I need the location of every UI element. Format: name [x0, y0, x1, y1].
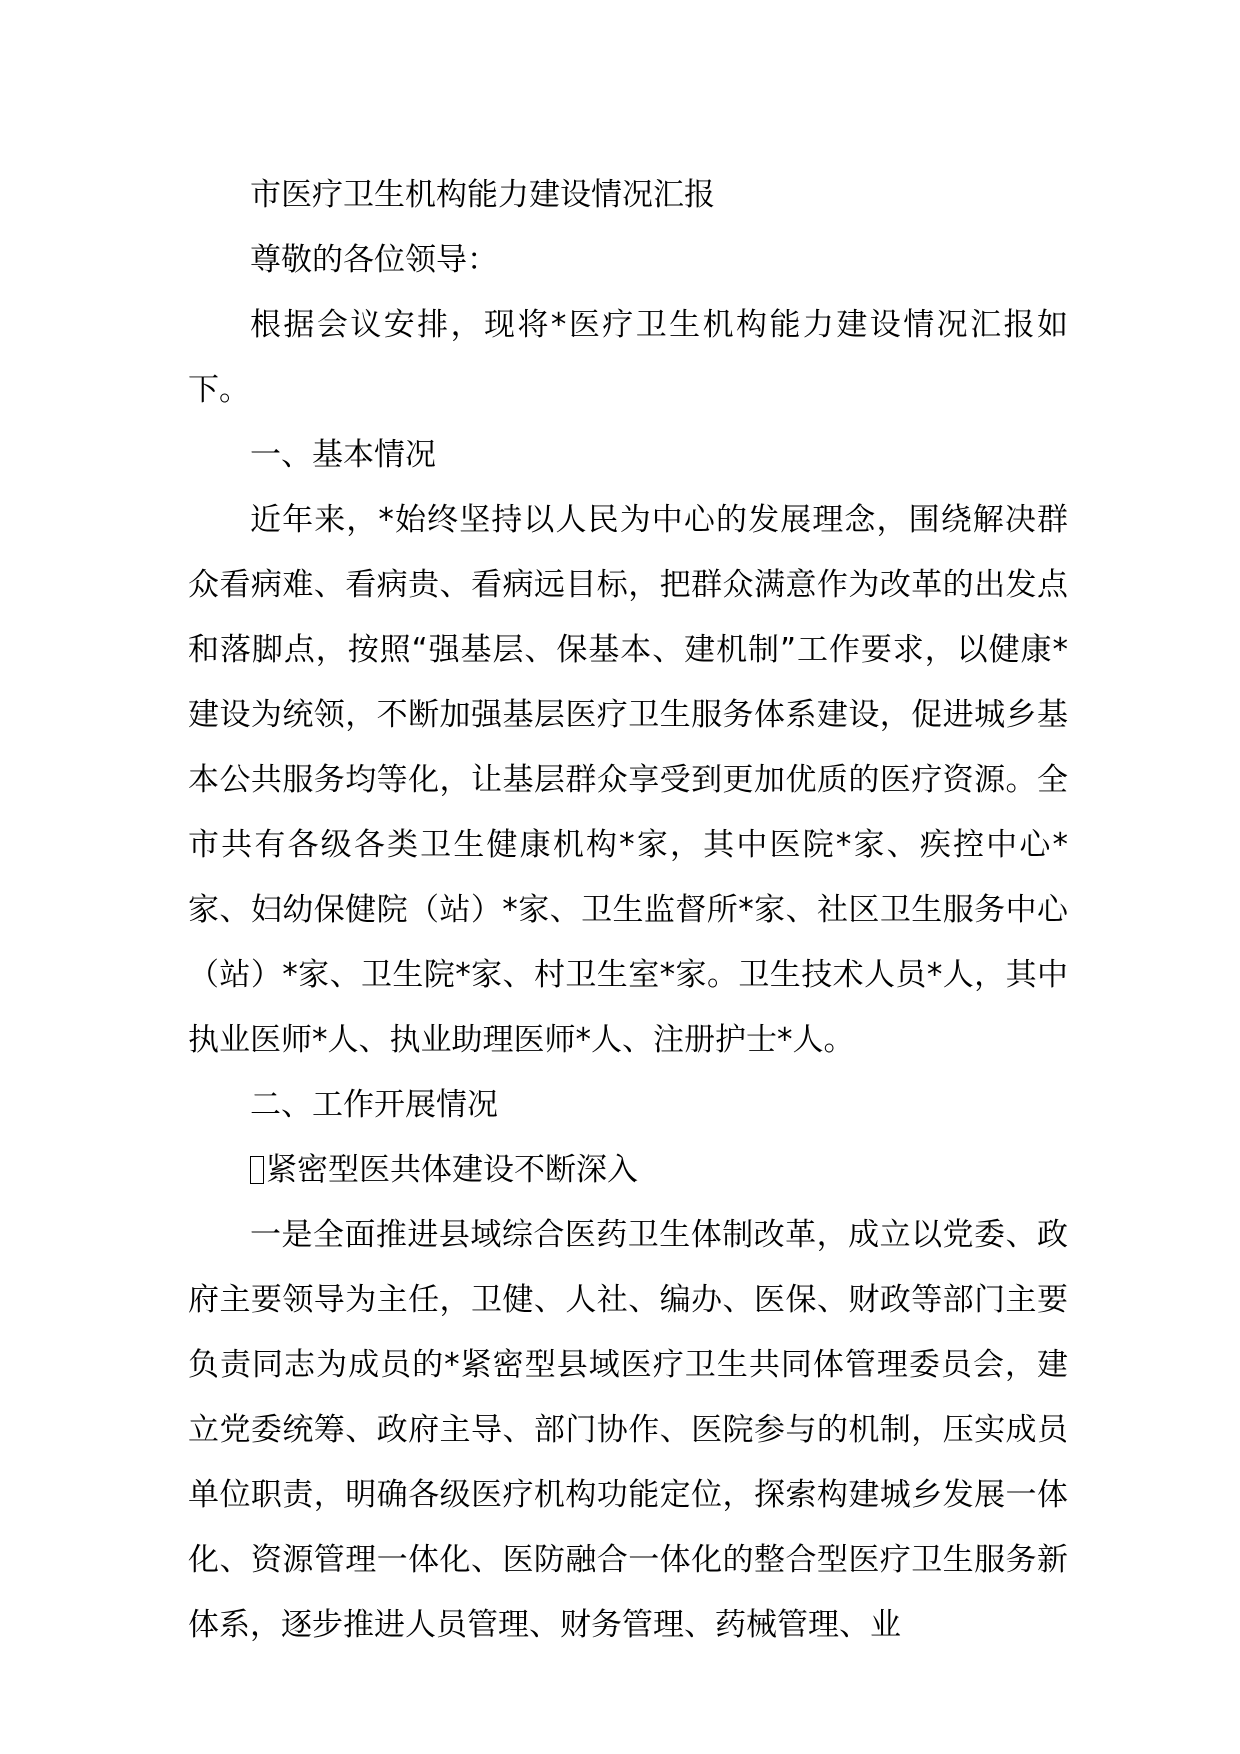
section-heading-work: 二、工作开展情况: [250, 1087, 498, 1123]
subsection-heading: [188, 1138, 1068, 1203]
salutation: 尊敬的各位领导：: [250, 242, 498, 278]
section-heading-basic: 一、基本情况: [250, 437, 436, 473]
document-title: 市医疗卫生机构能力建设情况汇报: [250, 177, 715, 213]
intro-paragraph: 根据会议安排，现将*医疗卫生机构能力建设情况汇报如下。: [188, 307, 1068, 408]
subsection-body: 一是全面推进县域综合医药卫生体制改革，成立以党委、政府主要领导为主任，卫健、人社、编办、医保、财政等部门主要负责同志为成员的*紧密型县域医疗卫生共同体管理委员会，建立党委统筹、政府主导、部门协作、医院参与的机制，压实成员单位职责，明确各级医疗机构功能定位，探索构建城乡发展一体化、资源管理一体化、医防融合一体化的整合型医疗卫生服务新体系，逐步推进人员管理、财务管理、药械管理、业: [188, 1217, 1068, 1643]
document-body: [188, 163, 1068, 1658]
missing-glyph-box: [250, 1156, 264, 1184]
subsection-heading-text: 紧密型医共体建设不断深入: [266, 1152, 638, 1188]
section-body-basic: 近年来，*始终坚持以人民为中心的发展理念，围绕解决群众看病难、看病贵、看病远目标，把群众满意作为改革的出发点和落脚点，按照“强基层、保基本、建机制”工作要求，以健康*建设为统领，不断加强基层医疗卫生服务体系建设，促进城乡基本公共服务均等化，让基层群众享受到更加优质的医疗资源。全市共有各级各类卫生健康机构*家，其中医院*家、疾控中心*家、妇幼保健院（站）*家、卫生监督所*家、社区卫生服务中心（站）*家、卫生院*家、村卫生室*家。卫生技术人员*人，其中执业医师*人、执业助理医师*人、注册护士*人。: [188, 502, 1068, 1058]
